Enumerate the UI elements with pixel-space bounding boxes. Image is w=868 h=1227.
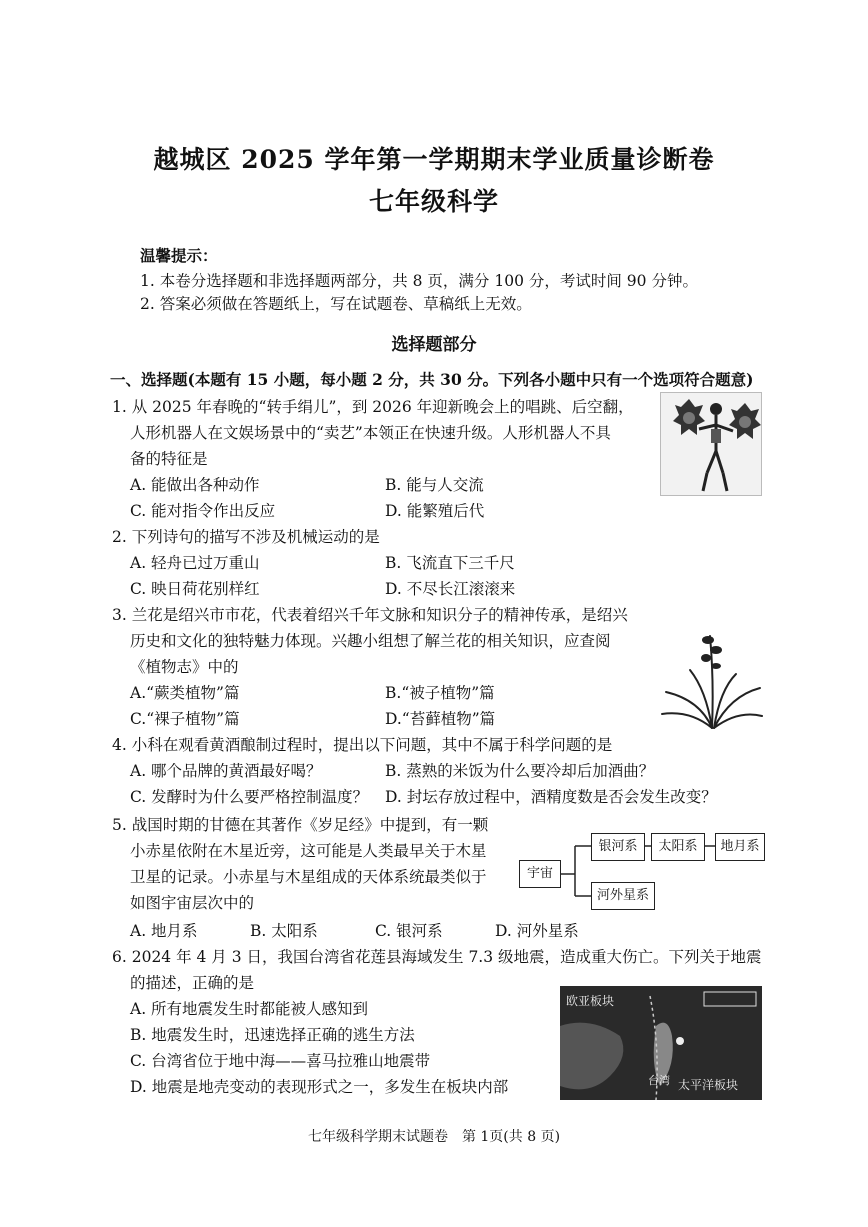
question-3 — [112, 602, 672, 680]
notice-item-2: 2. 答案必须做在答题纸上，写在试题卷、草稿纸上无效。 — [140, 295, 532, 313]
robot-image — [660, 392, 762, 496]
q1-option-b[interactable]: B. 能与人交流 — [385, 476, 484, 494]
node-universe: 宇宙 — [519, 860, 561, 888]
q4-option-b[interactable]: B. 蒸熟的米饭为什么要冷却后加酒曲？ — [385, 762, 655, 780]
q4-option-d[interactable]: D. 封坛存放过程中，酒精度数是否会发生改变？ — [385, 788, 717, 806]
question-text-line: 6. 2024 年 4 月 3 日，我国台湾省花莲县海域发生 7.3 级地震，造成重大伤亡。下列关于地震 — [112, 948, 762, 966]
q3-option-b[interactable]: B.“被子植物”篇 — [385, 684, 495, 702]
map-label-eurasian: 欧亚板块 — [566, 994, 615, 1008]
q6-option-a[interactable]: A. 所有地震发生时都能被人感知到 — [130, 1000, 369, 1018]
map-label-taiwan: 台湾 — [648, 1074, 670, 1087]
node-earth-moon: 地月系 — [715, 833, 765, 861]
exam-title: 越城区 2025 学年第一学期期末学业质量诊断卷 — [153, 145, 715, 174]
question-text-line: 人形机器人在文娱场景中的“卖艺”本领正在快速升级。人形机器人不具 — [130, 424, 611, 442]
question-text-line: 3. 兰花是绍兴市市花，代表着绍兴千年文脉和知识分子的精神传承，是绍兴 — [112, 606, 628, 624]
question-text-line: 4. 小科在观看黄酒酿制过程时，提出以下问题，其中不属于科学问题的是 — [112, 736, 613, 754]
question-4 — [112, 732, 612, 758]
question-text-line: 2. 下列诗句的描写不涉及机械运动的是 — [112, 528, 380, 546]
q3-option-c[interactable]: C.“裸子植物”篇 — [130, 710, 240, 728]
q6-option-c[interactable]: C. 台湾省位于地中海——喜马拉雅山地震带 — [130, 1052, 431, 1070]
question-text-line: 卫星的记录。小赤星与木星组成的天体系统最类似于 — [130, 868, 487, 886]
q5-option-c[interactable]: C. 银河系 — [375, 922, 443, 940]
section-instruction: 一、选择题(本题有 15 小题，每小题 2 分，共 30 分。下列各小题中只有一个选项符合题意) — [110, 370, 754, 389]
exam-subtitle: 七年级科学 — [368, 187, 499, 216]
question-text-line: 备的特征是 — [130, 450, 208, 468]
orchid-image — [660, 630, 764, 732]
question-2 — [112, 524, 380, 550]
question-text-line: 1. 从 2025 年春晚的“转手绢儿”，到 2026 年迎新晚会上的唱跳、后空翻， — [112, 398, 634, 416]
question-text-line: 如图宇宙层次中的 — [130, 894, 255, 912]
q6-option-d[interactable]: D. 地震是地壳变动的表现形式之一，多发生在板块内部 — [130, 1078, 509, 1096]
question-5 — [112, 812, 512, 916]
q5-option-b[interactable]: B. 太阳系 — [250, 922, 318, 940]
universe-hierarchy-diagram — [515, 830, 765, 912]
node-solar-system: 太阳系 — [651, 833, 705, 861]
question-text-line: 《植物志》中的 — [130, 658, 239, 676]
q3-option-a[interactable]: A.“蕨类植物”篇 — [130, 684, 240, 702]
q2-option-a[interactable]: A. 轻舟已过万重山 — [130, 554, 260, 572]
node-other-galaxies: 河外星系 — [591, 882, 655, 910]
question-text-line: 历史和文化的独特魅力体现。兴趣小组想了解兰花的相关知识，应查阅 — [130, 632, 611, 650]
q6-option-b[interactable]: B. 地震发生时，迅速选择正确的逃生方法 — [130, 1026, 415, 1044]
earthquake-map-image — [560, 986, 762, 1100]
node-milky-way: 银河系 — [591, 833, 645, 861]
question-text-line: 5. 战国时期的甘德在其著作《岁足经》中提到，有一颗 — [112, 816, 489, 834]
q5-option-d[interactable]: D. 河外星系 — [495, 922, 579, 940]
q4-option-a[interactable]: A. 哪个品牌的黄酒最好喝？ — [130, 762, 322, 780]
notice-item-1: 1. 本卷分选择题和非选择题两部分，共 8 页，满分 100 分，考试时间 90 分钟。 — [140, 272, 698, 290]
q2-option-b[interactable]: B. 飞流直下三千尺 — [385, 554, 515, 572]
section-heading: 选择题部分 — [391, 335, 477, 355]
question-text-line: 小赤星依附在木星近旁，这可能是人类最早关于木星 — [130, 842, 487, 860]
q5-option-a[interactable]: A. 地月系 — [130, 922, 198, 940]
q1-option-c[interactable]: C. 能对指令作出反应 — [130, 502, 276, 520]
q3-option-d[interactable]: D.“苔藓植物”篇 — [385, 710, 496, 728]
map-label-pacific: 太平洋板块 — [678, 1078, 739, 1092]
q2-option-c[interactable]: C. 映日荷花别样红 — [130, 580, 260, 598]
question-1 — [112, 394, 672, 472]
notice-label: 温馨提示： — [140, 246, 218, 265]
q1-option-a[interactable]: A. 能做出各种动作 — [130, 476, 260, 494]
page-footer: 七年级科学期末试题卷 第 1页(共 8 页) — [307, 1129, 561, 1145]
q2-option-d[interactable]: D. 不尽长江滚滚来 — [385, 580, 516, 598]
q4-option-c[interactable]: C. 发酵时为什么要严格控制温度？ — [130, 788, 369, 806]
question-text-line: 的描述，正确的是 — [130, 974, 255, 992]
q1-option-d[interactable]: D. 能繁殖后代 — [385, 502, 485, 520]
